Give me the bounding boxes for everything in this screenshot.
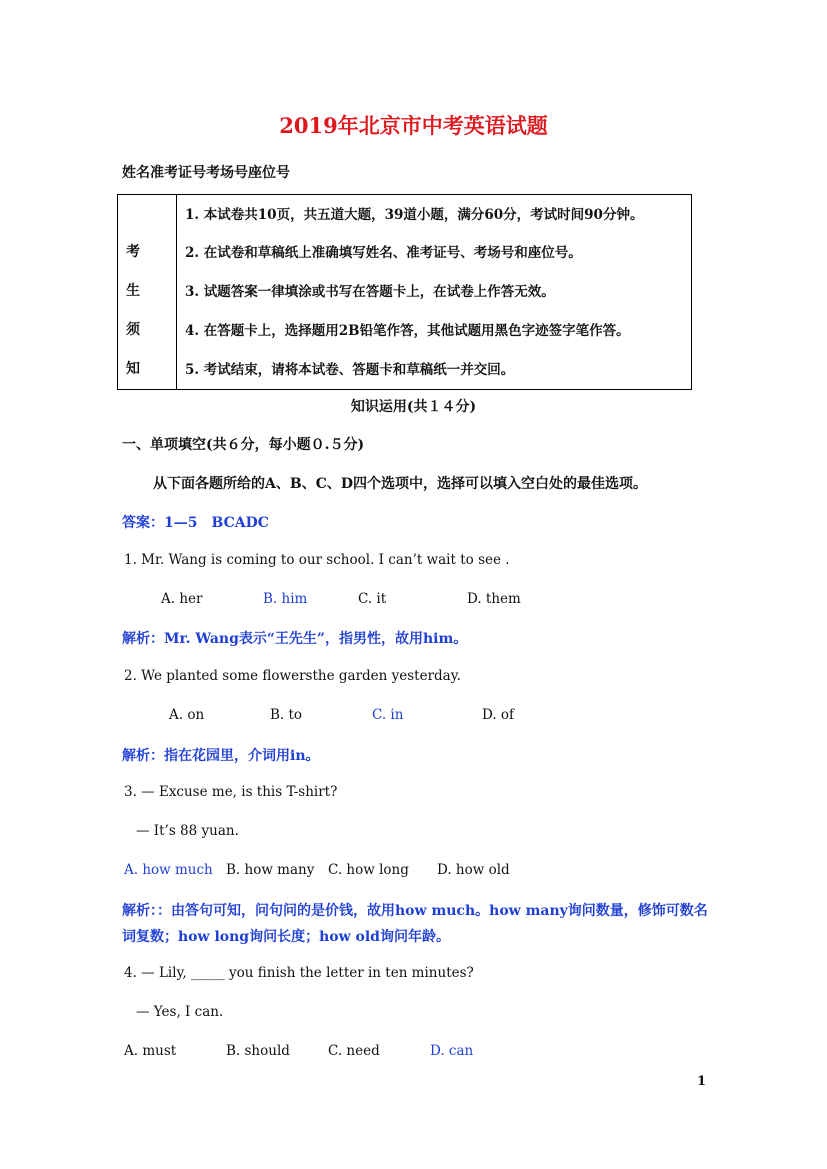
- option: D. of: [482, 707, 515, 723]
- option: A. her: [161, 591, 203, 607]
- option-correct: A. how much: [124, 862, 213, 878]
- option-correct: C. in: [372, 707, 404, 723]
- option-correct: B. him: [263, 591, 308, 607]
- page-title: 2019年北京市中考英语试题: [279, 113, 548, 138]
- option: A. must: [124, 1043, 177, 1059]
- notice-items-cell: [177, 195, 692, 390]
- exam-notice-table: [117, 194, 692, 390]
- answer-key: 答案：1—5 BCADC: [122, 515, 269, 531]
- notice-item: 3. 试题答案一律填涂或书写在答题卡上，在试卷上作答无效。: [185, 284, 555, 300]
- explanation: 解析：Mr. Wang表示“王先生”，指男性，故用him。: [122, 631, 468, 647]
- question-stem: 1. Mr. Wang is coming to our school. I can’t wait to see .: [124, 552, 510, 568]
- option: C. it: [358, 591, 387, 607]
- question-stem: 2. We planted some flowersthe garden yesterday.: [124, 668, 461, 684]
- option: C. how long: [328, 862, 409, 878]
- notice-item: 4. 在答题卡上，选择题用2B铅笔作答，其他试题用黑色字迹签字笔作答。: [185, 323, 630, 339]
- notice-label-char: 须: [126, 322, 140, 338]
- notice-item: 1. 本试卷共10页，共五道大题，39道小题，满分60分，考试时间90分钟。: [185, 207, 644, 223]
- part-one-heading: 一、单项填空(共６分，每小题０.５分): [122, 437, 365, 453]
- explanation: 解析：：由答句可知，问句问的是价钱，故用how much。how many询问数量，修饰可数名: [122, 903, 708, 919]
- explanation: 解析：指在花园里，介词用in。: [122, 748, 320, 764]
- candidate-info-line: 姓名准考证号考场号座位号: [122, 165, 290, 181]
- option: C. need: [328, 1043, 380, 1059]
- option-correct: D. can: [430, 1043, 474, 1059]
- question-stem: 4. — Lily, _____ you finish the letter in ten minutes?: [124, 965, 474, 981]
- part-one-instruction: 从下面各题所给的A、B、C、D四个选项中，选择可以填入空白处的最佳选项。: [153, 476, 647, 492]
- section-heading: 知识运用(共１４分): [350, 399, 477, 415]
- notice-label-cell: [118, 195, 177, 390]
- notice-item: 5. 考试结束，请将本试卷、答题卡和草稿纸一并交回。: [185, 362, 515, 378]
- option: B. to: [270, 707, 303, 723]
- question-reply: — It’s 88 yuan.: [136, 823, 239, 839]
- notice-label-char: 生: [126, 283, 140, 299]
- option: D. them: [467, 591, 521, 607]
- question-stem: 3. — Excuse me, is this T-shirt?: [124, 784, 338, 800]
- page-number: 1: [697, 1074, 707, 1089]
- option: A. on: [169, 707, 205, 723]
- question-reply: — Yes, I can.: [136, 1004, 224, 1020]
- option: B. how many: [226, 862, 315, 878]
- notice-item: 2. 在试卷和草稿纸上准确填写姓名、准考证号、考场号和座位号。: [185, 245, 582, 261]
- option: B. should: [226, 1043, 290, 1059]
- explanation-continued: 词复数；how long询问长度；how old询问年龄。: [122, 929, 450, 945]
- notice-label-char: 知: [126, 361, 140, 377]
- option: D. how old: [437, 862, 510, 878]
- notice-label-char: 考: [126, 244, 140, 260]
